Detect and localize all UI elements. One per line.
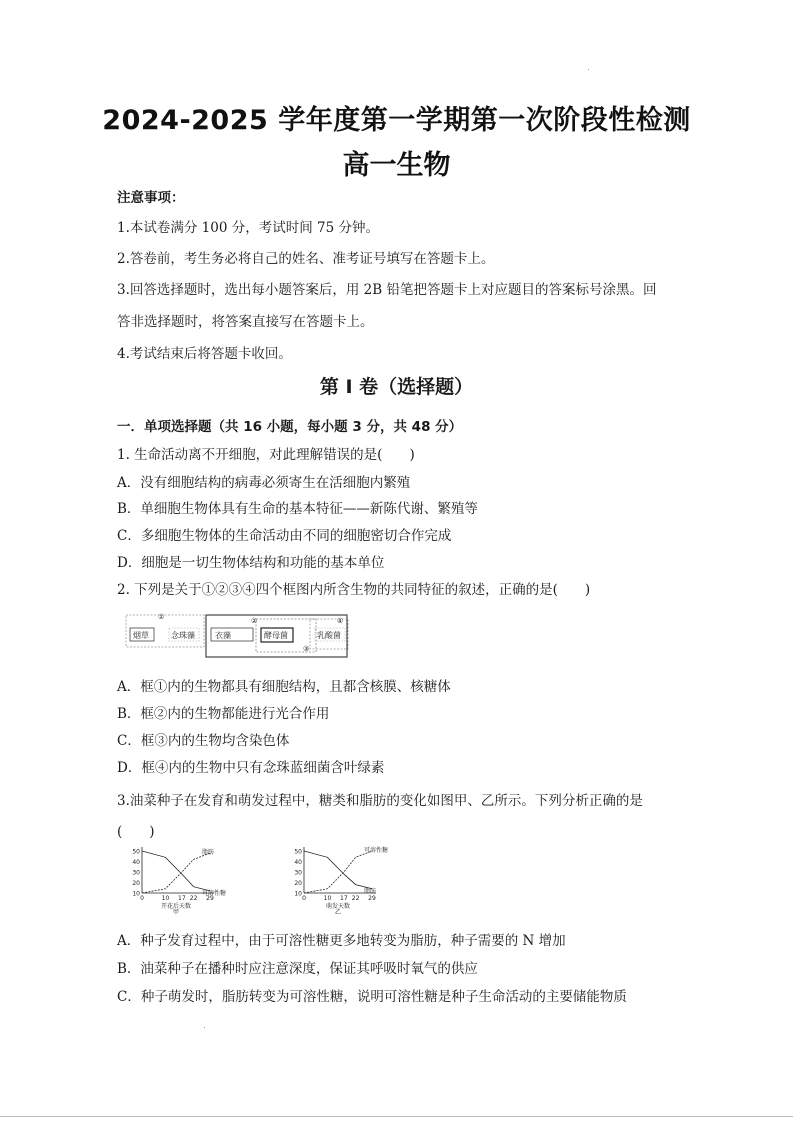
x-tick-label: 22 <box>351 895 360 902</box>
series-line <box>142 853 210 893</box>
organism-label: 乳酸菌 <box>317 631 341 640</box>
box-label-2: ② <box>251 617 258 625</box>
chart-yi-svg <box>280 843 400 915</box>
chart-yi <box>280 843 400 915</box>
y-tick-label: 30 <box>132 869 140 877</box>
x-tick-label: 29 <box>206 895 214 902</box>
y-tick-label: 10 <box>132 890 140 898</box>
scan-speck <box>588 69 589 70</box>
y-tick-label: 20 <box>132 880 140 887</box>
notice-heading: 注意事项： <box>117 190 185 206</box>
series-label: 脂肪 <box>202 849 215 857</box>
organism-label: 念珠藻 <box>171 631 195 640</box>
notice-item: 4.考试结束后将答题卡收回。 <box>117 346 292 362</box>
organism-label: 酵母菌 <box>264 631 288 640</box>
y-tick-label: 50 <box>294 848 302 856</box>
notice-item: 1.本试卷满分 100 分，考试时间 75 分钟。 <box>117 220 379 236</box>
question-stem-continued: ( ) <box>117 824 155 840</box>
exam-subtitle: 高一生物 <box>342 150 451 181</box>
y-tick-label: 40 <box>294 859 302 866</box>
box-label-3: ③ <box>303 645 310 653</box>
series-label: 脂肪 <box>364 887 377 895</box>
question-stem: 3.油菜种子在发育和萌发过程中，糖类和脂肪的变化如图甲、乙所示。下列分析正确的是 <box>117 793 643 809</box>
option: B．单细胞生物体具有生命的基本特征——新陈代谢、繁殖等 <box>117 501 478 517</box>
series-label: 可溶性糖 <box>202 889 227 897</box>
y-tick-label: 20 <box>294 880 302 887</box>
box-label-4: ④ <box>337 617 344 625</box>
x-tick-label: 10 <box>161 895 170 902</box>
y-tick-label: 50 <box>132 848 140 856</box>
x-tick-label: 0 <box>302 895 306 902</box>
x-tick-label: 10 <box>323 895 332 902</box>
option: C．多细胞生物体的生命活动由不同的细胞密切合作完成 <box>117 528 452 544</box>
organism-label: 衣藻 <box>215 631 231 640</box>
y-tick-label: 10 <box>294 890 302 898</box>
scan-speck <box>204 1027 205 1028</box>
series-line <box>304 851 372 893</box>
x-tick-label: 22 <box>189 895 198 902</box>
part-heading: 一．单项选择题（共 16 小题，每小题 3 分，共 48 分） <box>117 419 463 435</box>
q2-figure <box>125 607 350 659</box>
organism-label: 烟草 <box>133 631 149 640</box>
series-line <box>304 851 372 889</box>
x-axis-label: 萌发天数 <box>325 903 351 910</box>
option: A．框①内的生物都具有细胞结构，且都含核膜、核糖体 <box>117 679 451 695</box>
option: B．油菜种子在播种时应注意深度，保证其呼吸时氧气的供应 <box>117 961 478 977</box>
option: D．细胞是一切生物体结构和功能的基本单位 <box>117 555 385 571</box>
x-tick-label: 17 <box>178 895 186 902</box>
option: C．框③内的生物均含染色体 <box>117 733 290 749</box>
option: C．种子萌发时，脂肪转变为可溶性糖，说明可溶性糖是种子生命活动的主要储能物质 <box>117 989 627 1005</box>
option: A．种子发育过程中，由于可溶性糖更多地转变为脂肪，种子需要的 N 增加 <box>117 933 566 949</box>
option: D．框④内的生物中只有念珠蓝细菌含叶绿素 <box>117 760 385 776</box>
box-label-1: ① <box>158 613 165 621</box>
chart-caption: 甲 <box>172 909 180 915</box>
chart-jia-svg <box>118 843 238 915</box>
page-bottom-rule <box>0 1116 793 1117</box>
chart-caption: 乙 <box>334 909 342 915</box>
x-tick-label: 29 <box>368 895 376 902</box>
y-tick-label: 30 <box>294 869 302 877</box>
y-tick-label: 40 <box>132 859 140 866</box>
notice-item: 3.回答选择题时，选出每小题答案后，用 2B 铅笔把答题卡上对应题目的答案标号涂黑。回 <box>117 282 657 298</box>
chart-jia <box>118 843 238 915</box>
x-tick-label: 0 <box>140 895 144 902</box>
notice-item: 2.答卷前，考生务必将自己的姓名、准考证号填写在答题卡上。 <box>117 251 495 267</box>
notice-item: 答非选择题时，将答案直接写在答题卡上。 <box>117 314 374 330</box>
x-tick-label: 17 <box>340 895 348 902</box>
x-axis-label: 开花后天数 <box>160 903 192 910</box>
question-stem: 1. 生命活动离不开细胞，对此理解错误的是( ) <box>117 447 415 463</box>
option: B．框②内的生物都能进行光合作用 <box>117 706 330 722</box>
question-stem: 2. 下列是关于①②③④四个框图内所含生物的共同特征的叙述，正确的是( ) <box>117 582 591 598</box>
option: A．没有细胞结构的病毒必须寄生在活细胞内繁殖 <box>117 475 411 491</box>
exam-title: 2024-2025 学年度第一学期第一次阶段性检测 <box>102 105 691 136</box>
series-label: 可溶性糖 <box>364 847 389 854</box>
section-title: 第 I 卷（选择题） <box>319 376 474 398</box>
